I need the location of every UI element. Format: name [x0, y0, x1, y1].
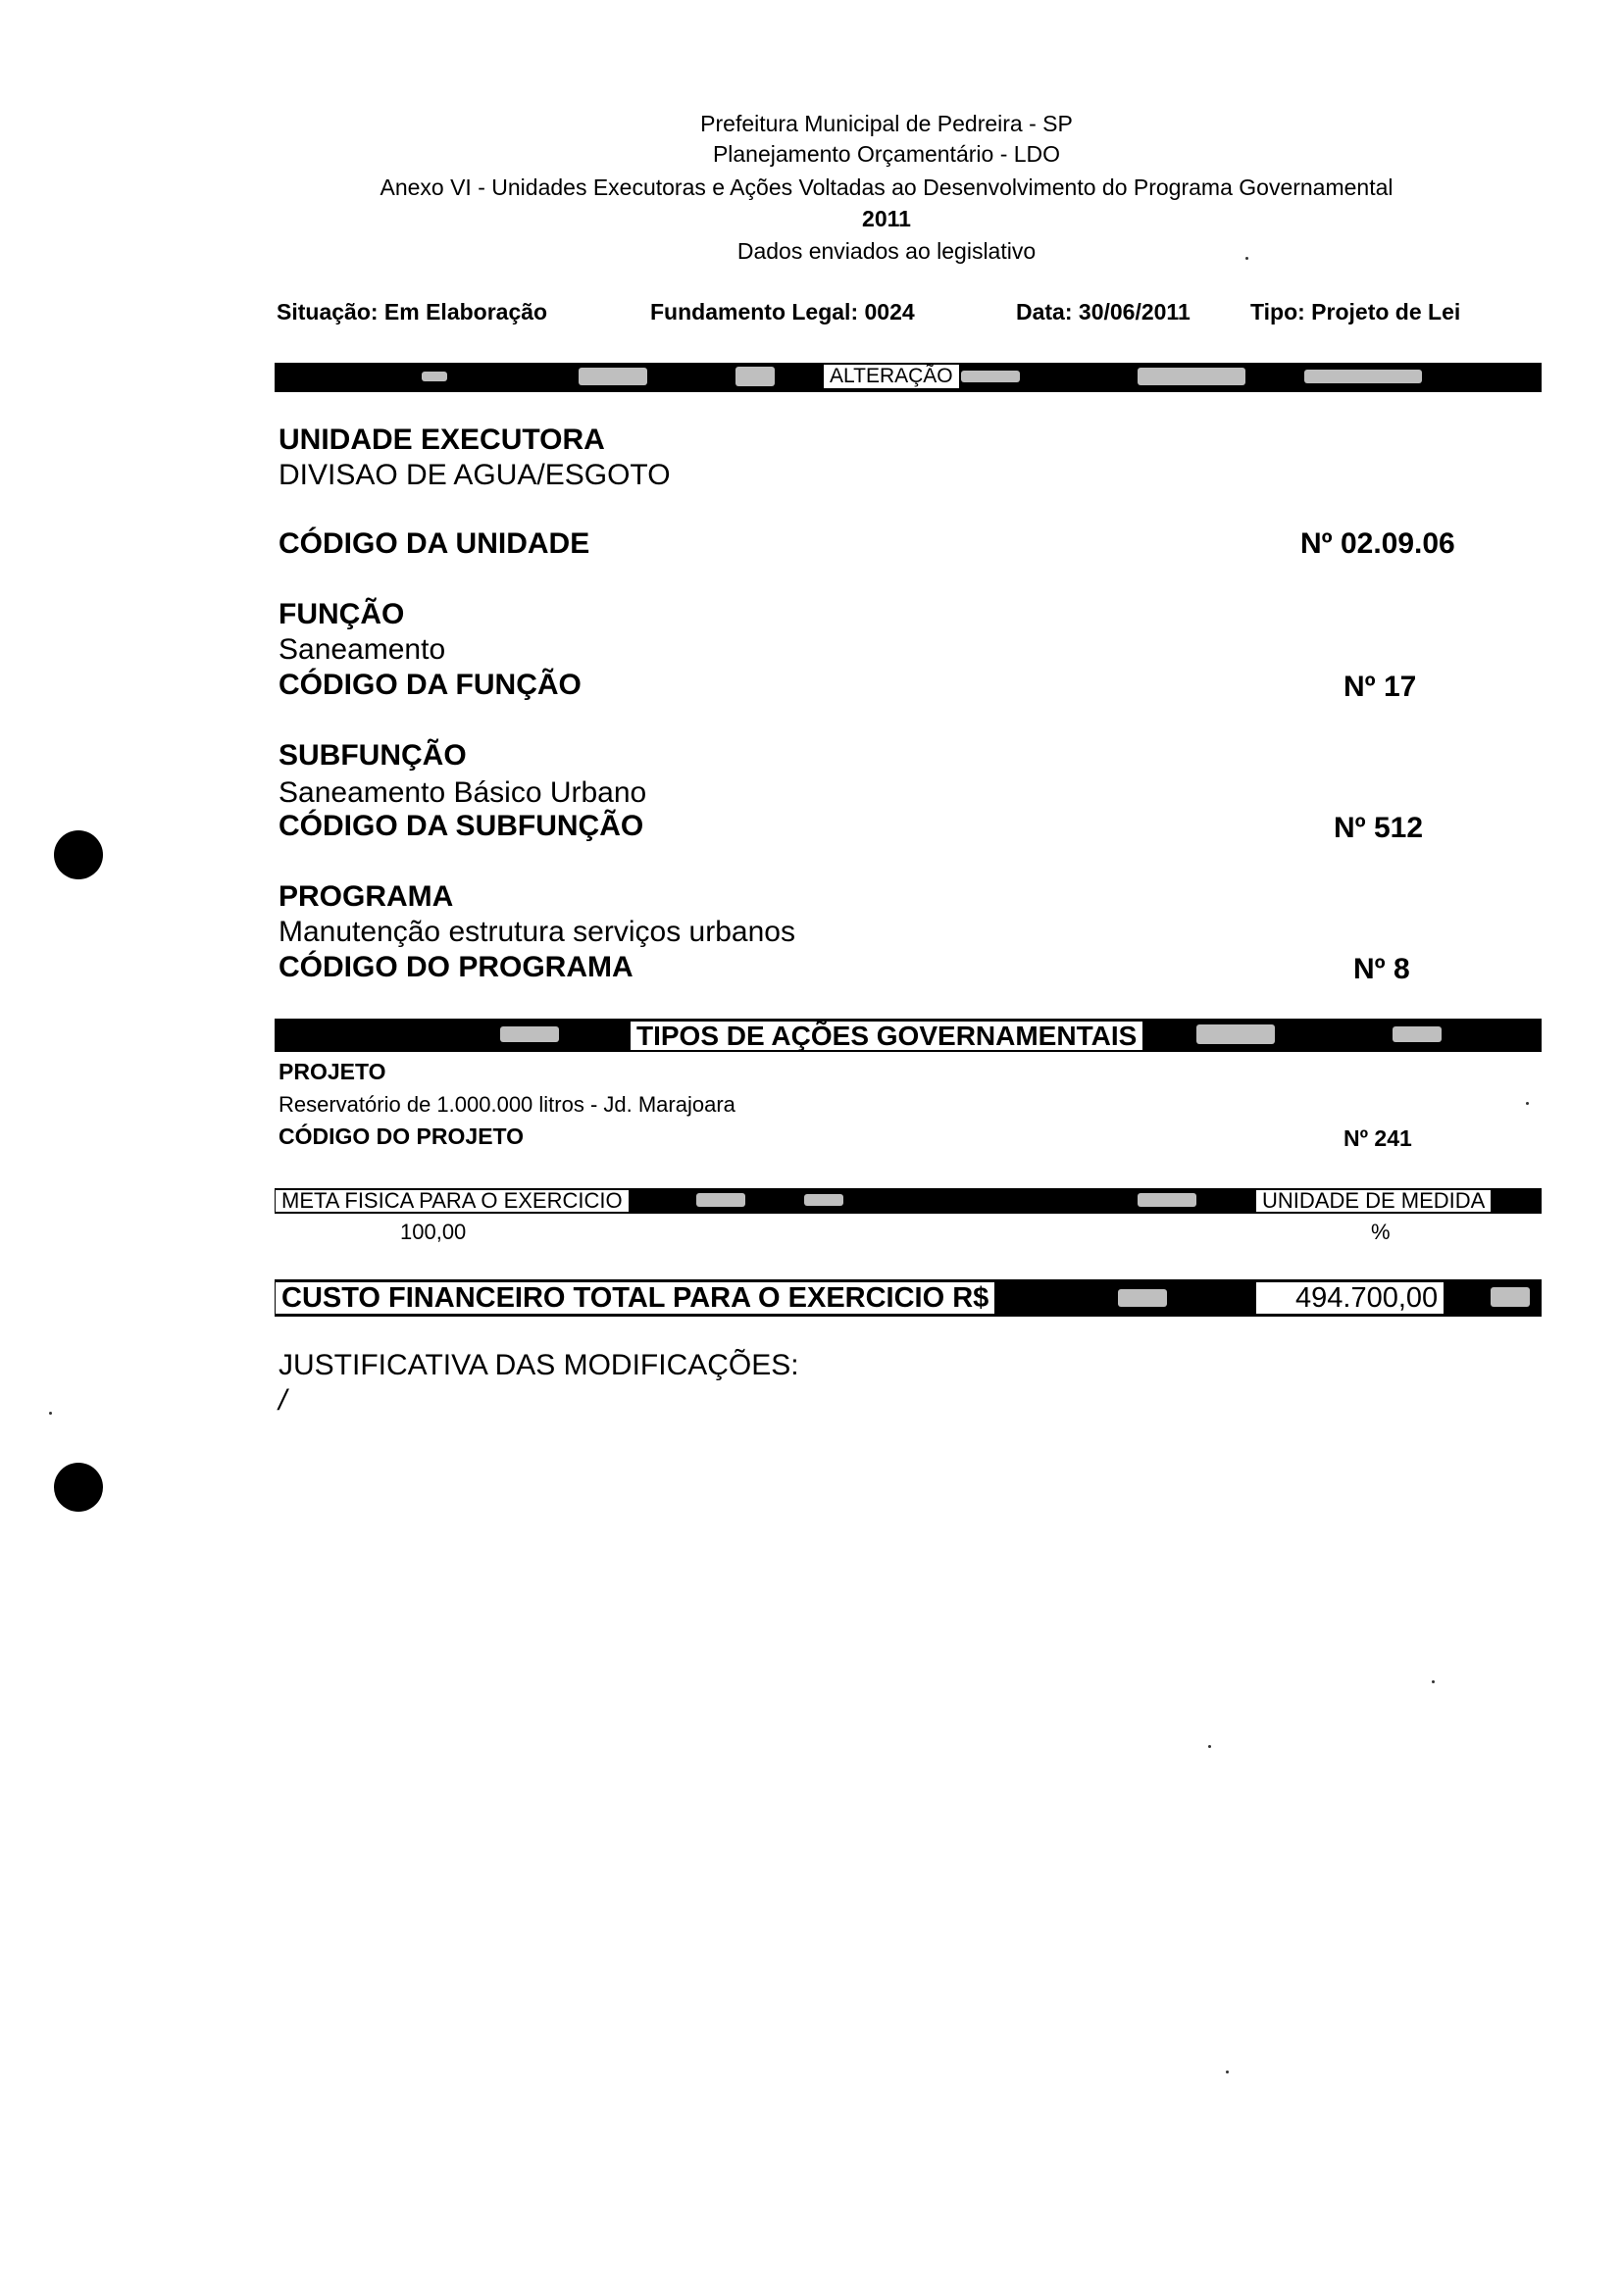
justificativa-value: /	[279, 1384, 287, 1417]
meta-fisica-label: META FISICA PARA O EXERCICIO	[275, 1189, 630, 1213]
custo-value: 494.700,00	[1255, 1281, 1445, 1315]
scan-speck	[1208, 1745, 1211, 1748]
justificativa-label: JUSTIFICATIVA DAS MODIFICAÇÕES:	[279, 1349, 799, 1381]
punch-hole-bottom	[54, 1463, 103, 1512]
projeto-value: Reservatório de 1.000.000 litros - Jd. Marajoara	[279, 1092, 735, 1117]
meta-fisica-bar	[275, 1188, 1542, 1214]
subfuncao-title: SUBFUNÇÃO	[279, 739, 467, 772]
meta-fundamento: Fundamento Legal: 0024	[650, 299, 915, 324]
header-year: 2011	[862, 206, 911, 231]
funcao-codigo-value: Nº 17	[1343, 671, 1417, 703]
custo-label: CUSTO FINANCEIRO TOTAL PARA O EXERCICIO R$	[275, 1281, 995, 1315]
tipos-acoes-label: TIPOS DE AÇÕES GOVERNAMENTAIS	[630, 1021, 1143, 1051]
programa-codigo-label: CÓDIGO DO PROGRAMA	[279, 951, 634, 983]
programa-title: PROGRAMA	[279, 880, 454, 913]
subfuncao-value: Saneamento Básico Urbano	[279, 776, 647, 809]
projeto-codigo-label: CÓDIGO DO PROJETO	[279, 1123, 525, 1149]
funcao-value: Saneamento	[279, 633, 446, 666]
unidade-medida-value: %	[1371, 1220, 1391, 1244]
projeto-codigo-value: Nº 241	[1343, 1125, 1412, 1151]
alteracao-bar	[275, 363, 1542, 392]
projeto-title: PROJETO	[279, 1059, 386, 1084]
custo-bar	[275, 1279, 1542, 1317]
scan-speck	[49, 1412, 52, 1415]
meta-data: Data: 30/06/2011	[1016, 299, 1191, 324]
scan-speck	[1432, 1680, 1435, 1683]
punch-hole-top	[54, 830, 103, 879]
header-line-1: Prefeitura Municipal de Pedreira - SP	[700, 111, 1073, 136]
unidade-title: UNIDADE EXECUTORA	[279, 424, 605, 456]
unidade-codigo-value: Nº 02.09.06	[1300, 527, 1455, 560]
programa-codigo-value: Nº 8	[1353, 953, 1410, 985]
meta-situacao: Situação: Em Elaboração	[277, 299, 548, 324]
meta-fisica-value: 100,00	[400, 1220, 467, 1244]
header-line-2: Planejamento Orçamentário - LDO	[712, 141, 1061, 167]
funcao-title: FUNÇÃO	[279, 598, 405, 630]
funcao-codigo-label: CÓDIGO DA FUNÇÃO	[279, 669, 582, 701]
unidade-codigo-label: CÓDIGO DA UNIDADE	[279, 527, 590, 560]
programa-value: Manutenção estrutura serviços urbanos	[279, 916, 795, 948]
scan-speck	[1526, 1102, 1529, 1105]
scan-speck	[1226, 2071, 1229, 2073]
header-line-5: Dados enviados ao legislativo	[736, 238, 1037, 264]
meta-tipo: Tipo: Projeto de Lei	[1250, 299, 1461, 324]
tipos-acoes-bar	[275, 1019, 1542, 1052]
subfuncao-codigo-label: CÓDIGO DA SUBFUNÇÃO	[279, 810, 644, 842]
unidade-value: DIVISAO DE AGUA/ESGOTO	[279, 459, 671, 491]
unidade-medida-label: UNIDADE DE MEDIDA	[1255, 1189, 1492, 1213]
header-line-3: Anexo VI - Unidades Executoras e Ações Voltadas ao Desenvolvimento do Programa Governamental	[380, 175, 1394, 200]
subfuncao-codigo-value: Nº 512	[1334, 812, 1424, 844]
alteracao-label: ALTERAÇÃO	[824, 365, 959, 388]
